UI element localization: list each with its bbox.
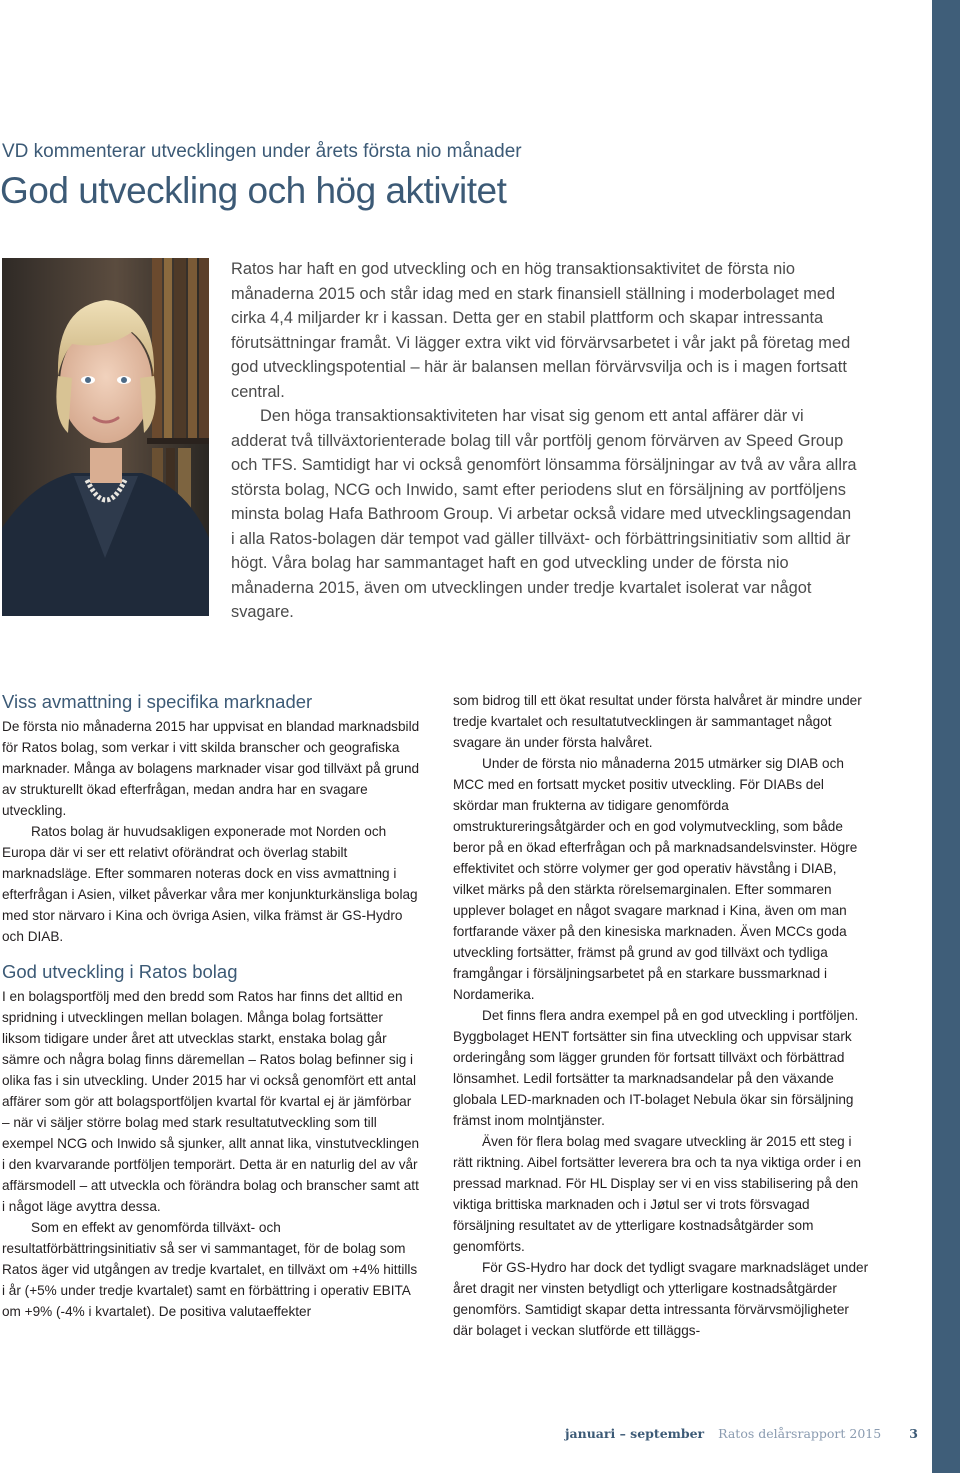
page-footer — [565, 1426, 918, 1441]
body-paragraph: För GS-Hydro har dock det tydligt svagare marknadsläget under året dragit ner vinsten betydligt och ytterligare kostnadsåtgärder genomförs. Samtidigt skapar detta intressanta förvärvsmöjligheter där bolaget i veckan slutförde ett tilläggs- — [453, 1260, 869, 1338]
body-paragraph: Ratos bolag är huvudsakligen exponerade mot Norden och Europa där vi ser ett relativt oförändrat och överlag stabilt marknadsläge. Efter sommaren noteras dock en viss avmattning i efterfrågan i Asien, vilket påverkar våra mer konjunkturkänsliga bolag med stor närvaro i Kina och övriga Asien, vilka främst är GS-Hydro och DIAB. — [2, 824, 418, 944]
side-accent-bar — [932, 0, 960, 1473]
section-kicker: VD kommenterar utvecklingen under årets första nio månader — [2, 141, 522, 162]
body-paragraph: Under de första nio månaderna 2015 utmärker sig DIAB och MCC med en fortsatt mycket positiv utveckling. För DIABs del skördar man frukterna av tidigare genomförda omstruktureringsåtgärder och en god volymutveckling, som både beror på en ökad efterfrågan och på marknadsandelsvinster. Högre effektivitet och större volymer ger god operativ hävstång i DIAB, vilket märks på den stärkta rörelsemarginalen. Efter sommaren upplever bolaget en något svagare marknad i Kina, även om man fortfarande växer på den kinesiska marknaden. Även MCCs goda utveckling fortsätter, främst på grund av god tillväxt och tydliga framgångar i försäljningsarbetet på en starkare bussmarknad i Nordamerika. — [453, 756, 858, 1002]
body-paragraph: Som en effekt av genomförda tillväxt- och resultatförbättringsinitiativ så ser vi sammantaget, för de bolag som Ratos äger vid utgången av tredje kvartalet, en tillväxt om +4% hittills i år (+5% under tredje kvartalet) samt en förbättring i operativ EBITA om +9% (-4% i kvartalet). De positiva valutaeffekter — [2, 1220, 418, 1319]
right-column — [453, 690, 871, 1341]
ceo-portrait-photo — [2, 258, 209, 616]
footer-report-name: Ratos delårsrapport 2015 — [718, 1426, 882, 1441]
body-paragraph: De första nio månaderna 2015 har uppvisat en blandad marknadsbild för Ratos bolag, som verkar i vitt skilda branscher och geografiska marknader. Många av bolagens marknader visar god tillväxt på grund av strukturellt ökad efterfrågan, medan andra har en svagare utveckling. — [2, 719, 420, 818]
intro-paragraph-2: Den höga transaktionsaktiviteten har visat sig genom ett antal affärer där vi adderat två tillväxtorienterade bolag till vår portfölj genom förvärven av Speed Group och TFS. Samtidigt har vi också genomfört lönsamma försäljningar av två av våra allra största bolag, NCG och Inwido, samt efter periodens slut en försäljning av portföljens minsta bolag Hafa Bathroom Group. Vi arbetar också vidare med utvecklingsagendan i alla Ratos-bolagen där tempot vad gäller tillväxt- och förbättringsinitiativ som alltid är högt. Våra bolag har sammantaget haft en god utveckling under de första nio månaderna 2015, även om utvecklingen under tredje kvartalet isolerat var något svagare. — [231, 407, 857, 621]
body-paragraph: som bidrog till ett ökat resultat under första halvåret är mindre under tredje kvartalet och resultatutvecklingen är sammantaget något svagare än under första halvåret. — [453, 693, 862, 750]
body-paragraph: Även för flera bolag med svagare utveckling är 2015 ett steg i rätt riktning. Aibel fortsätter leverera bra och ta nya viktiga order i en pressad marknad. För HL Display ser vi en viss stabilisering på den viktiga brittiska marknaden och i Jøtul ser vi trots försvagad försäljning resultatet av de ytterligare kostnadsåtgärder som genomförts. — [453, 1134, 862, 1254]
body-paragraph: Det finns flera andra exempel på en god utveckling i portföljen. Byggbolaget HENT fortsätter sin fina utveckling och uppvisar stark orderingång som lägger grunden för fortsatt tillväxt och förbättrad lönsamhet. Ledil fortsätter ta marknadsandelar på den växande globala LED-marknaden och IT-bolaget Nebula ökar sin försäljning främst inom molntjänster. — [453, 1008, 859, 1128]
page-number: 3 — [909, 1426, 918, 1441]
body-paragraph: I en bolagsportfölj med den bredd som Ratos har finns det alltid en spridning i utvecklingen mellan bolagen. Många bolag fortsätter liksom tidigare under året att utvecklas starkt, enstaka bolag går sämre och några bolag finns däremellan – Ratos bolag befinner sig i olika fas i sin utveckling. Under 2015 har vi också genomfört ett antal affärer som gör att bolagsportföljen kvartal för kvartal ej är jämförbar – när vi säljer större bolag med stark resultatutveckling som till exempel NCG och Inwido så sjunker, allt annat lika, vinstutvecklingen i den kvarvarande portföljen temporärt. Detta är en naturlig del av vår affärsmodell – att utveckla och förändra bolag och branscher samt att i något läge avyttra dessa. — [2, 989, 420, 1214]
section-heading-market-slowdown: Viss avmattning i specifika marknader — [2, 691, 313, 712]
intro-paragraph-1: Ratos har haft en god utveckling och en hög transaktionsaktivitet de första nio månaderna 2015 och står idag med en stark finansiell ställning i moderbolaget med cirka 4,4 miljarder kr i kassan. Detta ger en stabil plattform och skapar intressanta förutsättningar framåt. Vi lägger extra vikt vid förvärvsarbetet i vår jakt på företag med god utvecklingspotential – här är balansen mellan förvärvsvilja och is i magen fortsatt central. — [231, 260, 851, 401]
page-title: God utveckling och hög aktivitet — [0, 170, 507, 211]
section-heading-good-development: God utveckling i Ratos bolag — [2, 961, 238, 982]
intro-text — [231, 257, 857, 625]
footer-period: januari – september — [565, 1426, 705, 1441]
left-column — [2, 690, 420, 1322]
